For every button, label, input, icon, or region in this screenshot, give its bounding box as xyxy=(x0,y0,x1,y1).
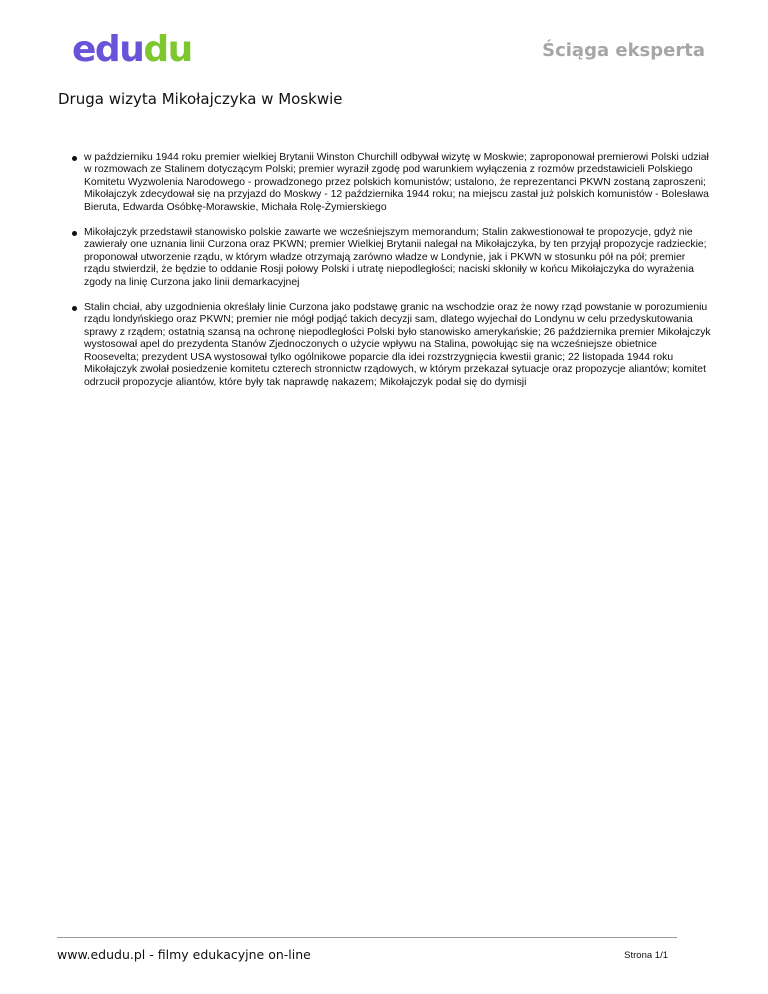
list-item-text: Mikołajczyk przedstawił stanowisko polskie zawarte we wcześniejszym memorandum; Stalin zakwestionował te propozycje, gdyż nie zawierały one uznania linii Curzona oraz PKWN; premier Wielkiej Brytanii nalegał na Mikołajczyka, by ten przyjął propozycje radzieckie; proponował utworzenie rządu, w którym władze otrzymają zarówno władze w Londynie, jak i PKWN w stosunku pół na pół; premier rządu stwierdził, że będzie to oddanie Rosji połowy Polski i utratę niepodległości; naciski skłoniły w końcu Mikołajczyka do wyrażenia zgody na linię Curzona jako linii demarkacyjnej xyxy=(84,227,707,288)
logo-part-0: e xyxy=(72,29,95,70)
bullet-icon xyxy=(72,306,77,311)
list-item-text: Stalin chciał, aby uzgodnienia określały linie Curzona jako podstawę granic na wschodzie oraz że nowy rząd powstanie w porozumieniu rządu londyńskiego oraz PKWN; premier nie mógł podjąć takich decyzji sam, dlatego wyjechał do Londynu w celu przedyskutowania sprawy z rządem; ostatnią szansą na ochronę niepodległości Polski było stanowisko amerykańskie; 26 października premier Mikołajczyk wystosował apel do prezydenta Stanów Zjednoczonych o użycie wpływu na Stalina, powołując się na wcześniejsze obietnice Roosevelta; prezydent USA wystosował tylko ogólnikowe poparcie dla idei rozstrzygnięcia kwestii granic; 22 listopada 1944 roku Mikołajczyk zwołał posiedzenie komitetu czterech stronnictw rządowych, w którym przekazał sytuacje oraz propozycje aliantów; komitet odrzucił propozycje aliantów, które były tak naprawdę nakazem; Mikołajczyk podał się do dymisji xyxy=(84,302,711,388)
list-item xyxy=(72,302,712,389)
bullet-icon xyxy=(72,156,77,161)
logo-part-1: du xyxy=(94,29,144,70)
page-title: Druga wizyta Mikołajczyka w Moskwie xyxy=(58,90,343,108)
bullet-icon xyxy=(72,231,77,236)
list-item xyxy=(72,227,712,289)
edudu-logo xyxy=(72,29,192,70)
logo-part-2: du xyxy=(143,29,192,70)
page-number: Strona 1/1 xyxy=(624,950,668,961)
content-list xyxy=(72,152,712,402)
header-tagline: Ściąga eksperta xyxy=(542,40,705,61)
footer-site-text: www.edudu.pl - filmy edukacyjne on-line xyxy=(57,947,311,962)
list-item xyxy=(72,152,712,214)
footer-divider xyxy=(57,937,677,938)
edudu-logo-text xyxy=(72,29,192,70)
list-item-text: w październiku 1944 roku premier wielkiej Brytanii Winston Churchill odbywał wizytę w Moskwie; zaproponował premierowi Polski udział w rozmowach ze Stalinem dotyczącym Polski; premier wyraził zgodę pod warunkiem wyłączenia z rozmów przedstawicieli Polskiego Komitetu Wyzwolenia Narodowego - prowadzonego przez polskich komunistów; ustalono, że reprezentanci PKWN zostaną zaproszeni; Mikołajczyk zdecydował się na przyjazd do Moskwy - 12 października 1944 roku; na miejscu zastał już polskich komunistów - Bolesława Bieruta, Edwarda Osóbkę-Morawskie, Michała Rolę-Żymierskiego xyxy=(84,152,709,213)
edudu-logo-graphic xyxy=(72,29,192,70)
